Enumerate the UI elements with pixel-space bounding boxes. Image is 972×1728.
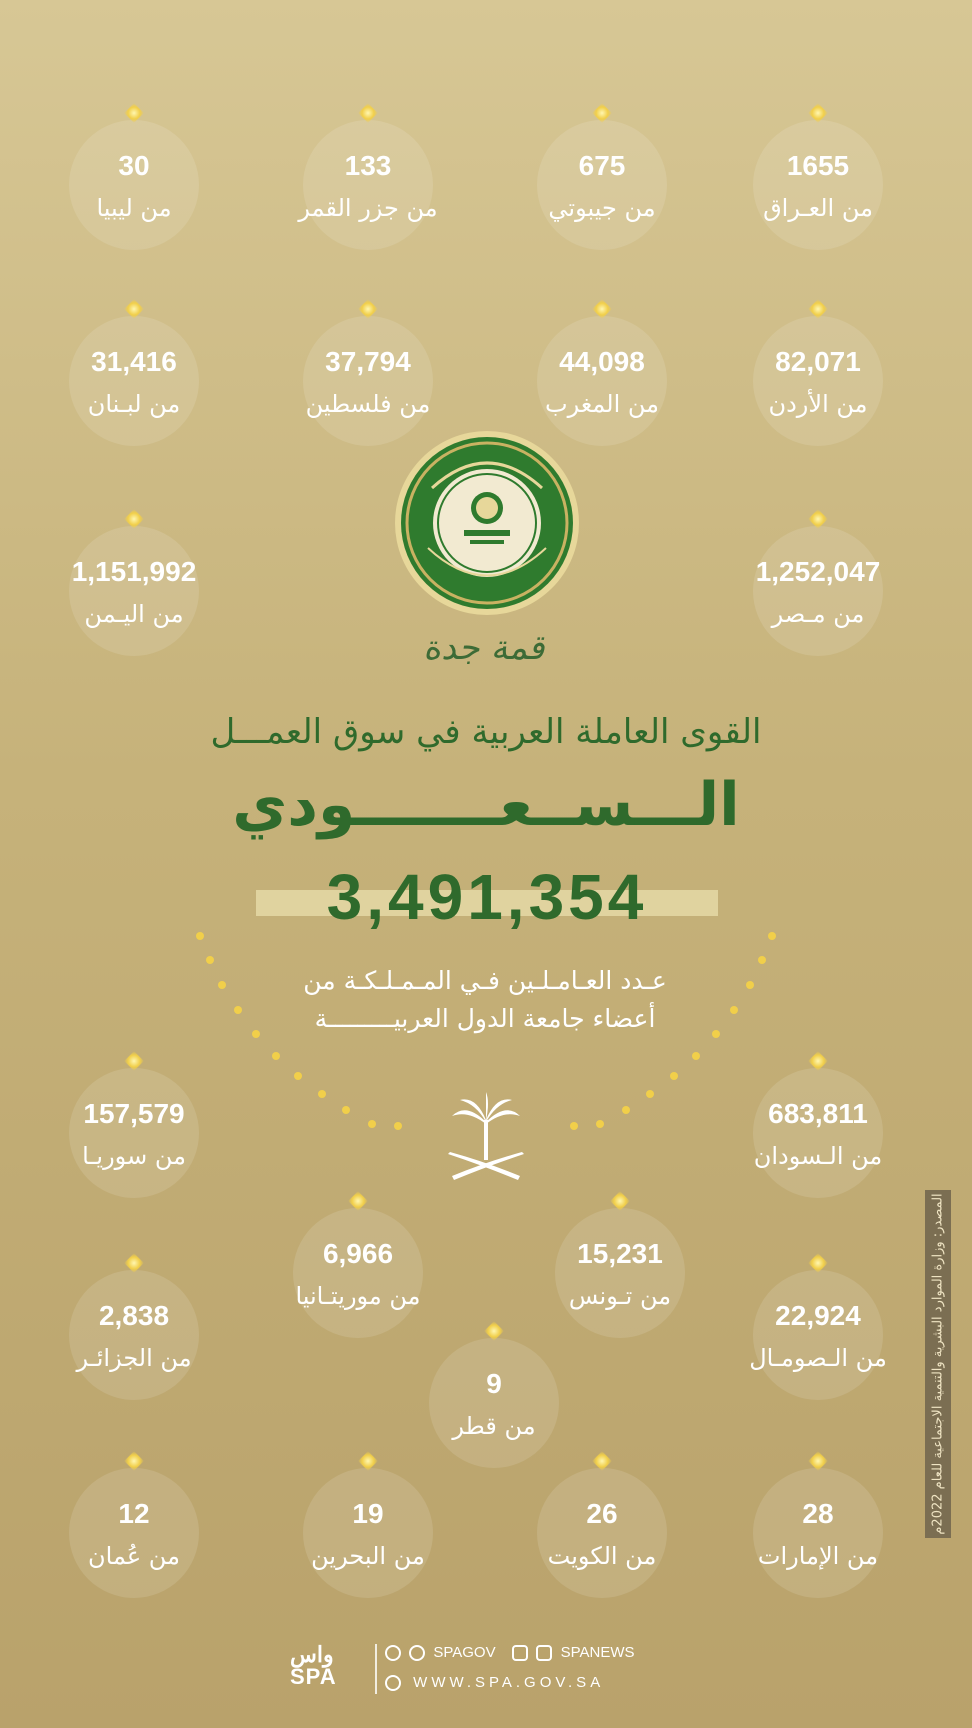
- stat-jordan: [718, 308, 918, 448]
- stat-palestine: [268, 308, 468, 448]
- stat-lebanon: [34, 308, 234, 448]
- stat-number: 9: [486, 1368, 502, 1399]
- stat-disc: [555, 1208, 685, 1338]
- stat-disc: [303, 120, 433, 250]
- stat-disc: [69, 1068, 199, 1198]
- stat-label: من جزر القمر: [298, 194, 438, 222]
- stat-iraq: [718, 112, 918, 252]
- twitter-icon[interactable]: [385, 1645, 401, 1661]
- youtube-icon[interactable]: [512, 1645, 528, 1661]
- stat-number: 1,252,047: [755, 556, 881, 587]
- stat-label: من سوريـا: [82, 1142, 186, 1170]
- stat-disc: [537, 1468, 667, 1598]
- stat-sudan: [718, 1060, 918, 1200]
- handle-spagov[interactable]: SPAGOV: [433, 1644, 496, 1661]
- handle-spanews[interactable]: SPANEWS: [560, 1644, 635, 1661]
- summit-title: قمة جدة: [421, 628, 551, 668]
- subtitle-line1: عـدد العـامـلـين فـي المـمـلـكـة من: [303, 966, 667, 995]
- stat-yemen: [34, 518, 234, 658]
- stat-qatar: [394, 1330, 594, 1470]
- stat-disc: [303, 1468, 433, 1598]
- stat-label: من اليـمن: [84, 600, 184, 628]
- total-workers: 3,491,354: [326, 861, 648, 933]
- stat-number: 31,416: [91, 346, 177, 377]
- stat-label: من جيبوتي: [548, 194, 656, 222]
- stat-disc: [69, 1270, 199, 1400]
- stat-number: 26: [586, 1498, 618, 1529]
- stat-djibouti: [502, 112, 702, 252]
- stat-number: 15,231: [577, 1238, 663, 1269]
- stat-number: 2,838: [98, 1300, 170, 1331]
- stat-label: من مـصر: [771, 600, 865, 628]
- footer: [290, 1640, 690, 1710]
- stat-algeria: [34, 1262, 234, 1402]
- stat-disc: [303, 316, 433, 446]
- stat-number: 157,579: [83, 1098, 185, 1129]
- stat-label: من البحرين: [311, 1542, 425, 1570]
- stat-morocco: [502, 308, 702, 448]
- stat-kuwait: [502, 1460, 702, 1600]
- stat-number: 30: [118, 150, 150, 181]
- stat-number: 28: [802, 1498, 834, 1529]
- globe-icon: [385, 1675, 401, 1691]
- website-link[interactable]: WWW.SPA.GOV.SA: [413, 1674, 605, 1691]
- stat-disc: [753, 526, 883, 656]
- stat-number: 37,794: [325, 346, 411, 377]
- social-row-1: [385, 1644, 635, 1661]
- stat-comoros: [268, 112, 468, 252]
- spa-logo: [290, 1644, 370, 1692]
- stat-disc: [69, 120, 199, 250]
- stat-label: من فلسطين: [305, 390, 431, 418]
- spa-logo-latin: SPA: [290, 1664, 337, 1689]
- stat-disc: [753, 316, 883, 446]
- stat-disc: [753, 1270, 883, 1400]
- stat-number: 12: [118, 1498, 150, 1529]
- stat-tunisia: [520, 1200, 720, 1340]
- stat-disc: [537, 120, 667, 250]
- stat-somalia: [718, 1262, 918, 1402]
- stat-number: 6,966: [322, 1238, 394, 1269]
- source-note: [925, 1190, 951, 1538]
- stat-number: 19: [352, 1498, 384, 1529]
- stat-libya: [34, 112, 234, 252]
- stat-label: من موريتـانيا: [295, 1282, 421, 1310]
- stat-label: من قطر: [452, 1412, 536, 1440]
- snapchat-icon[interactable]: [409, 1645, 425, 1661]
- stat-mauritania: [258, 1200, 458, 1340]
- stat-disc: [753, 1068, 883, 1198]
- spa-logo-arabic: واس: [290, 1642, 334, 1667]
- stat-label: من الـصومـال: [749, 1344, 887, 1372]
- stat-disc: [293, 1208, 423, 1338]
- stat-label: من المغرب: [544, 390, 660, 418]
- stat-egypt: [718, 518, 918, 658]
- stat-label: من الأردن: [768, 390, 868, 418]
- stat-number: 1655: [786, 150, 850, 181]
- stat-number: 675: [578, 150, 626, 181]
- subtitle: [250, 962, 720, 1038]
- headline-line2: الـــســعـــــــودي: [232, 770, 740, 840]
- stat-number: 683,811: [768, 1098, 868, 1129]
- footer-divider: [375, 1644, 377, 1694]
- stat-number: 1,151,992: [71, 556, 197, 587]
- stat-number: 44,098: [559, 346, 645, 377]
- stat-disc: [69, 316, 199, 446]
- source-text: المصدر: وزارة الموارد البشرية والتنمية الاجتماعية للعام 2022م: [930, 1193, 946, 1535]
- stat-label: من الكويت: [547, 1542, 657, 1570]
- stat-disc: [537, 316, 667, 446]
- stat-label: من الإمارات: [757, 1542, 879, 1570]
- headline-line1: القوى العاملة العربية في سوق العمـــل: [210, 712, 762, 752]
- stat-disc: [429, 1338, 559, 1468]
- stat-label: من الـسودان: [753, 1142, 883, 1170]
- subtitle-line2: أعضاء جامعة الدول العربيـــــــــة: [314, 1004, 656, 1033]
- stat-syria: [34, 1060, 234, 1200]
- stat-uae: [718, 1460, 918, 1600]
- stat-bahrain: [268, 1460, 468, 1600]
- palm-and-swords-icon: [446, 1092, 526, 1182]
- stat-label: من تـونس: [568, 1282, 672, 1310]
- instagram-icon[interactable]: [536, 1645, 552, 1661]
- stat-disc: [753, 120, 883, 250]
- stat-label: من الجزائـر: [76, 1344, 192, 1372]
- stat-disc: [69, 1468, 199, 1598]
- stat-number: 22,924: [775, 1300, 861, 1331]
- social-row-2: [385, 1674, 604, 1691]
- arab-league-summit-emblem: [392, 428, 582, 618]
- stat-disc: [753, 1468, 883, 1598]
- stat-oman: [34, 1460, 234, 1600]
- stat-label: من ليبيا: [96, 194, 172, 222]
- stat-number: 82,071: [775, 346, 861, 377]
- stat-disc: [69, 526, 199, 656]
- stat-label: من العـراق: [763, 194, 873, 222]
- stat-label: من لبـنان: [87, 390, 181, 418]
- stat-number: 133: [344, 150, 392, 181]
- stat-label: من عُمان: [88, 1542, 180, 1570]
